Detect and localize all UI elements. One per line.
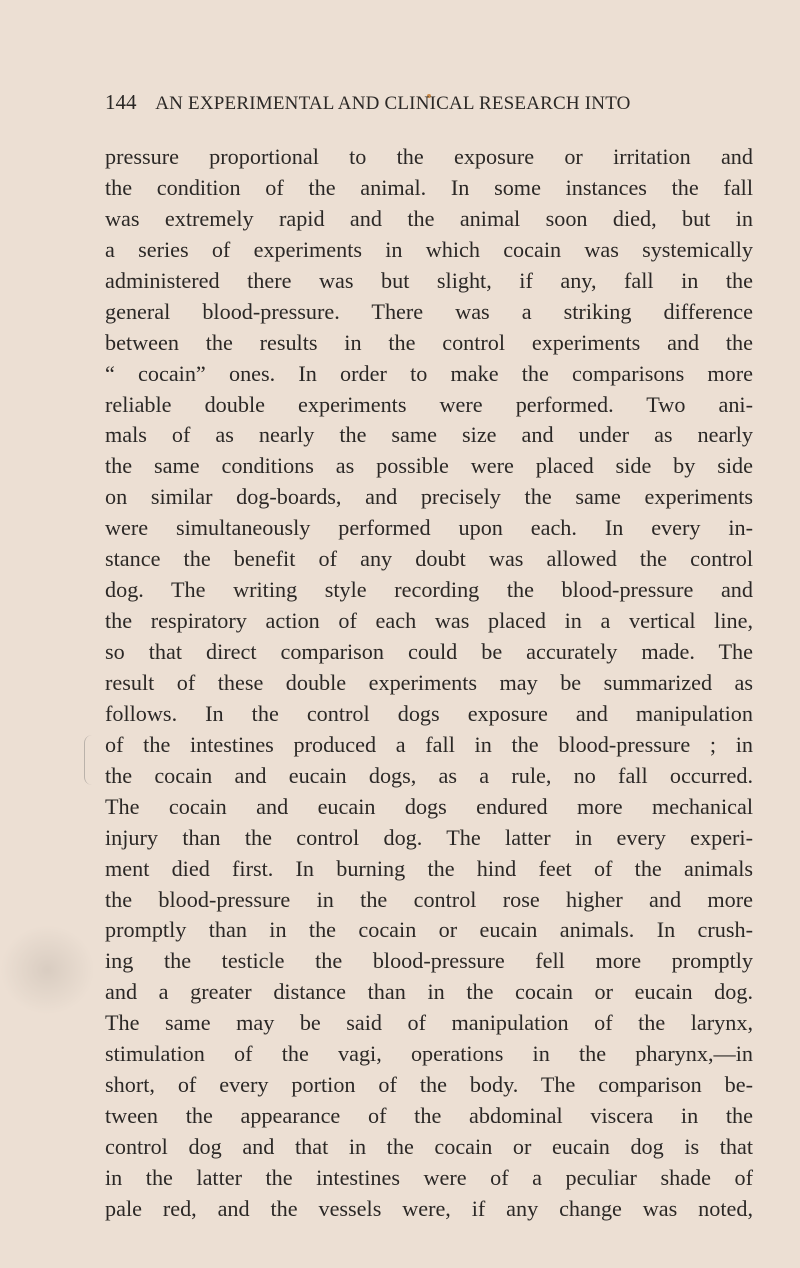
page-number: 144: [105, 90, 137, 114]
running-header: [105, 90, 725, 115]
text-line: stance the benefit of any doubt was allowed the control: [105, 546, 753, 572]
text-line: tween the appearance of the abdominal viscera in the: [105, 1103, 753, 1129]
text-line: between the results in the control experiments and the: [105, 329, 753, 355]
text-line: the respiratory action of each was placed in a vertical line,: [105, 608, 753, 634]
text-line: were simultaneously performed upon each. In every in-: [105, 515, 753, 541]
margin-stain: [0, 925, 95, 1015]
text-line: The same may be said of manipulation of the larynx,: [105, 1010, 753, 1036]
text-line: ment died first. In burning the hind feet of the animals: [105, 855, 753, 881]
text-line: pressure proportional to the exposure or irritation and: [105, 144, 753, 169]
text-line: “ cocain” ones. In order to make the comparisons more: [105, 360, 753, 386]
text-line: so that direct comparison could be accurately made. The: [105, 639, 753, 664]
text-line: injury than the control dog. The latter in every experi-: [105, 824, 753, 850]
body-text: [105, 142, 753, 1225]
margin-mark: [84, 735, 93, 785]
text-line: the cocain and eucain dogs, as a rule, no fall occurred.: [105, 762, 753, 788]
text-line: and a greater distance than in the cocain or eucain dog.: [105, 979, 753, 1005]
text-line: reliable double experiments were performed. Two ani-: [105, 391, 753, 417]
text-line: the condition of the animal. In some instances the fall: [105, 174, 753, 200]
text-line: was extremely rapid and the animal soon died, but in: [105, 205, 753, 231]
text-line: mals of as nearly the same size and under as nearly: [105, 422, 753, 448]
text-line: a series of experiments in which cocain was systemically: [105, 236, 753, 262]
text-line: short, of every portion of the body. The comparison be-: [105, 1072, 753, 1098]
text-line: in the latter the intestines were of a peculiar shade of: [105, 1164, 753, 1190]
text-line: stimulation of the vagi, operations in the pharynx,—in: [105, 1041, 753, 1067]
text-line: result of these double experiments may be summarized as: [105, 669, 753, 695]
text-line: the blood-pressure in the control rose higher and more: [105, 886, 753, 912]
text-line: ing the testicle the blood-pressure fell more promptly: [105, 948, 753, 974]
text-line: administered there was but slight, if any, fall in the: [105, 267, 753, 293]
text-line: pale red, and the vessels were, if any change was noted,: [105, 1195, 753, 1221]
text-line: general blood-pressure. There was a striking difference: [105, 298, 753, 324]
text-line: the same conditions as possible were placed side by side: [105, 453, 753, 479]
text-line: The cocain and eucain dogs endured more mechanical: [105, 793, 753, 819]
text-line: control dog and that in the cocain or eucain dog is that: [105, 1134, 753, 1159]
text-line: dog. The writing style recording the blood-pressure and: [105, 577, 753, 603]
text-line: of the intestines produced a fall in the blood-pressure ; in: [105, 731, 753, 757]
running-title: AN EXPERIMENTAL AND CLINICAL RESEARCH INTO: [155, 93, 631, 114]
text-line: promptly than in the cocain or eucain animals. In crush-: [105, 917, 753, 943]
text-line: on similar dog-boards, and precisely the same experiments: [105, 484, 753, 510]
text-line: follows. In the control dogs exposure and manipulation: [105, 700, 753, 726]
